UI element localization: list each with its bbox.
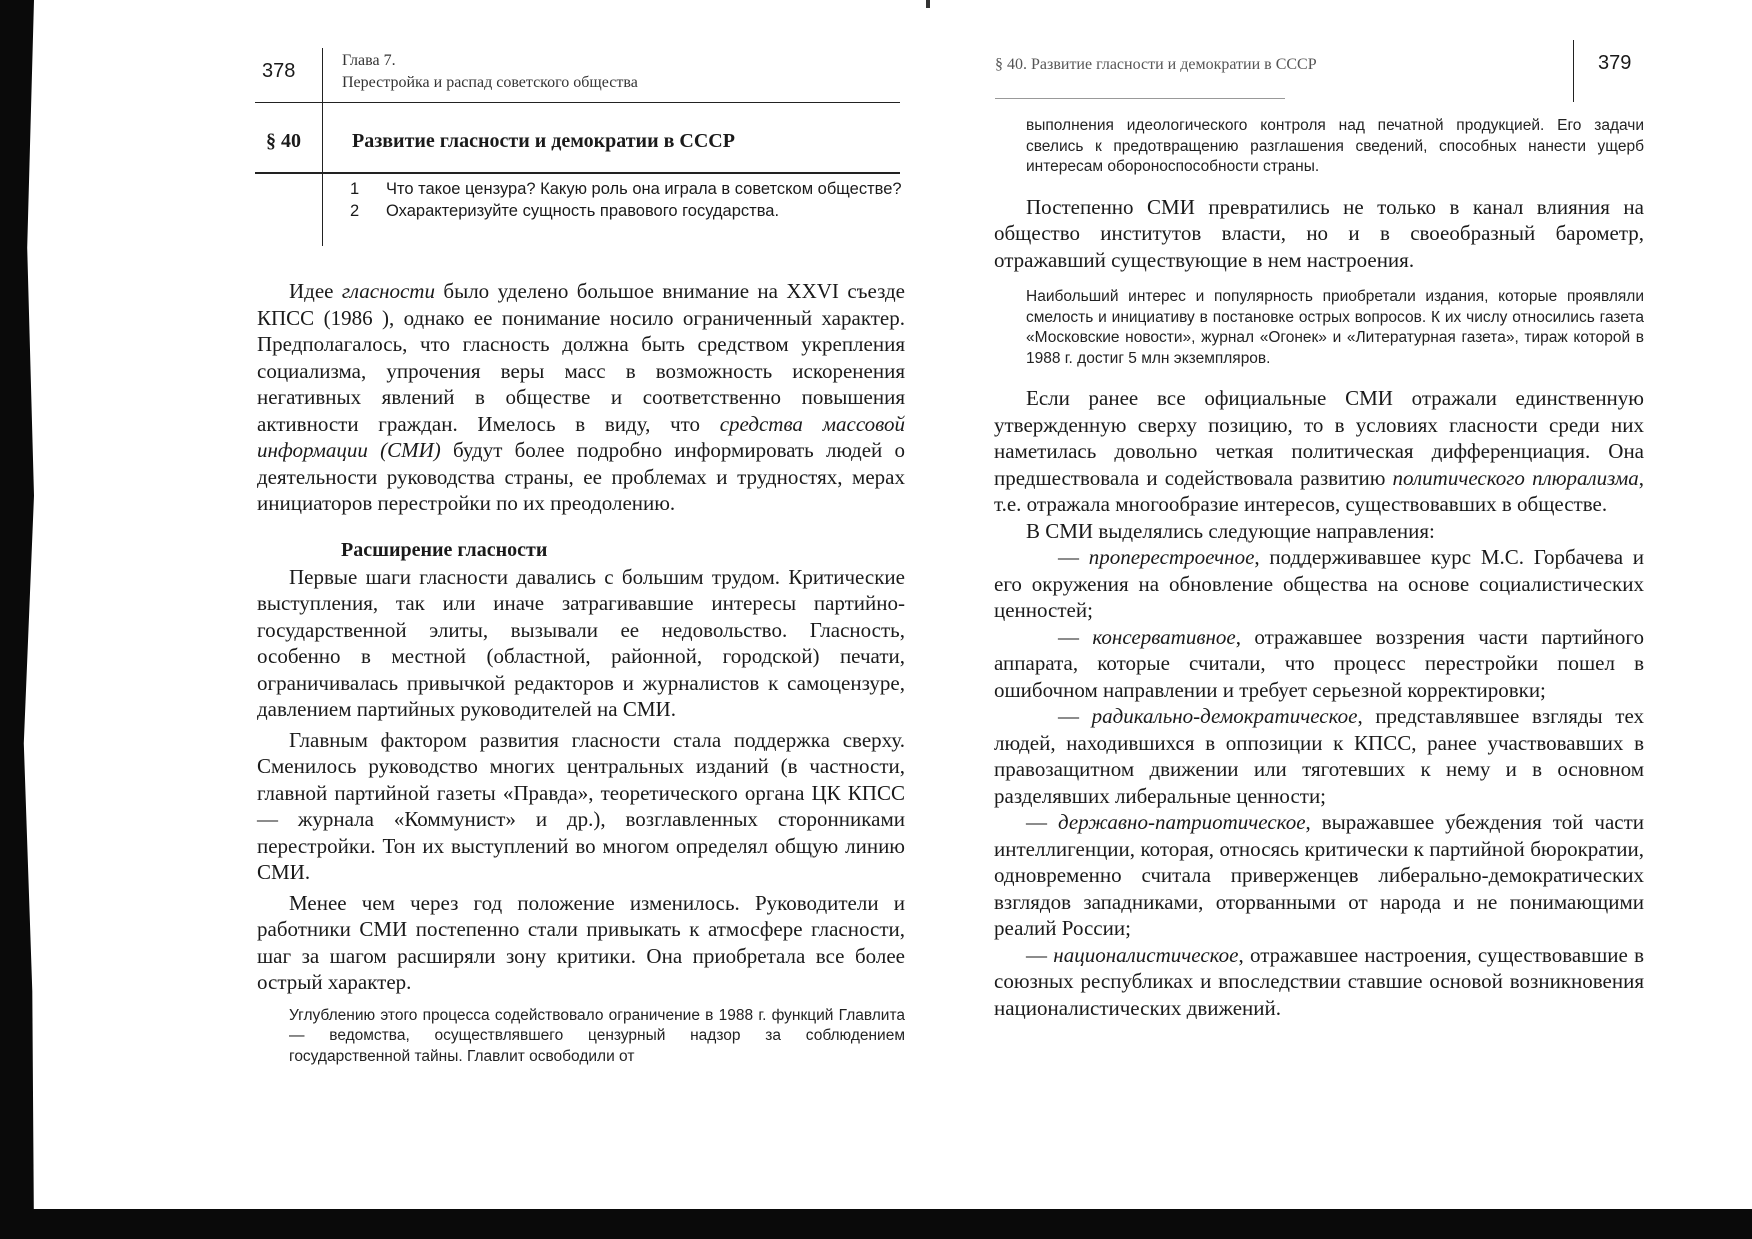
divider: [322, 48, 323, 246]
note: Наибольший интерес и популярность приобретали издания, которые проявляли смелость и инициативу в постановке острых вопросов. К их числу относились газета «Московские новости», журнал «Огонек» и «Литературная газета», тираж которой в 1988 г. достиг 5 млн экземпляров.: [1026, 288, 1644, 367]
paragraph: Постепенно СМИ превратились не только в канал влияния на общество институтов власти, но и в своеобразный барометр, отражавший существующие в нем настроения.: [994, 194, 1644, 272]
direction-item: — державно-патриотическое, выражавшее убеждения той части интеллигенции, которая, относясь критически к партийной бюрократии, одновременно считала приверженцев либерально-демократических взглядов западниками, оторванными от народа и не понимающими реалий России;: [994, 810, 1645, 940]
question: 2 Охарактеризуйте сущность правового государства.: [350, 202, 780, 220]
paragraph: Первые шаги гласности давались с большим трудом. Критические выступления, так или иначе затрагивавшие интересы партийно-государственной элиты, вызывали ее недовольство. Гласность, особенно в местной (областной, районной, городской) печати, ограничивалась привычкой редакторов и журналистов к самоцензуре, давлением партийных руководителей на СМИ.: [257, 564, 905, 721]
page-number: 379: [1598, 52, 1632, 74]
left-body: [257, 278, 905, 1067]
right-body: [994, 116, 1644, 1021]
paragraph: Главным фактором развития гласности стала поддержка сверху. Сменилось руководство многих центральных изданий (в частности, главной партийной газеты «Правда», теоретического органа ЦК КПСС — журнала «Коммунист» и др.), возглавленных сторонниками перестройки. Тон их выступлений во многом определял общую линию СМИ.: [257, 727, 905, 884]
running-head: [342, 50, 638, 94]
direction-item: — проперестроечное, поддерживавшее курс М.С. Горбачева и его окружения на обновление общества на основе социалистических ценностей;: [994, 545, 1645, 622]
chapter-label: Глава 7.: [342, 52, 396, 69]
paragraph: В СМИ выделялись следующие направления:: [1026, 518, 1435, 543]
review-questions: [350, 178, 910, 222]
scan-edge-left: [0, 0, 34, 1239]
direction-item: — радикально-демократическое, представлявшее взгляды тех людей, находившихся в оппозиции к КПСС, ранее участвовавших в правозащитном движении или тяготевших к нему и в основном разделявших либеральные ценности;: [994, 704, 1644, 808]
scan-mark: [926, 0, 930, 8]
note: выполнения идеологического контроля над печатной продукцией. Его задачи свелись к предотвращению разглашения сведений, способных нанести ущерб интересам обороноспособности страны.: [1026, 117, 1644, 175]
question: 1 Что такое цензура? Какую роль она играла в советском обществе?: [350, 180, 902, 198]
paragraph: Если ранее все официальные СМИ отражали единственную утвержденную сверху позицию, то в условиях гласности среди них наметилась довольно четкая политическая дифференциация. Она предшествовала и содействовала развитию политического плюрализма, т.е. отражала многообразие интересов, существовавших в обществе.: [994, 386, 1645, 516]
page-number: 378: [262, 60, 296, 82]
subheading: Расширение гласности: [341, 538, 548, 561]
scan-edge-bottom: [0, 1209, 1752, 1239]
section-title: Развитие гласности и демократии в СССР: [352, 130, 735, 152]
direction-item: — консервативное, отражавшее воззрения части партийного аппарата, которые считали, что процесс перестройки пошел в ошибочном направлении и требует серьезной корректировки;: [994, 624, 1644, 702]
direction-item: — националистическое, отражавшее настроения, существовавшие в союзных республиках и впоследствии ставшие основой возникновения националистических движений.: [994, 942, 1644, 1020]
running-head: § 40. Развитие гласности и демократии в СССР: [995, 56, 1317, 73]
divider: [1573, 40, 1574, 102]
chapter-title: Перестройка и распад советского общества: [342, 74, 638, 91]
divider: [255, 172, 900, 174]
note: Углублению этого процесса содействовало ограничение в 1988 г. функций Главлита — ведомства, осуществлявшего цензурный надзор за соблюдением государственной тайны. Главлит освободили от: [289, 1006, 905, 1065]
paragraph: Идее гласности было уделено большое внимание на XXVI съезде КПСС (1986 ), однако ее понимание носило ограниченный характер. Предполагалось, что гласность должна быть средством укрепления социализма, упрочения веры масс в возможность искоренения негативных явлений в обществе и соответственно повышения активности граждан. Имелось в виду, что средства массовой информации (СМИ) будут более подробно информировать людей о деятельности руководства страны, ее проблемах и трудностях, мерах инициаторов перестройки по их преодолению.: [257, 279, 905, 515]
divider: [255, 102, 900, 103]
section-number: § 40: [266, 130, 301, 152]
divider: [995, 98, 1285, 99]
paragraph: Менее чем через год положение изменилось. Руководители и работники СМИ постепенно стали привыкать к атмосфере гласности, шаг за шагом расширяли зону критики. Она приобретала все более острый характер.: [257, 890, 905, 994]
